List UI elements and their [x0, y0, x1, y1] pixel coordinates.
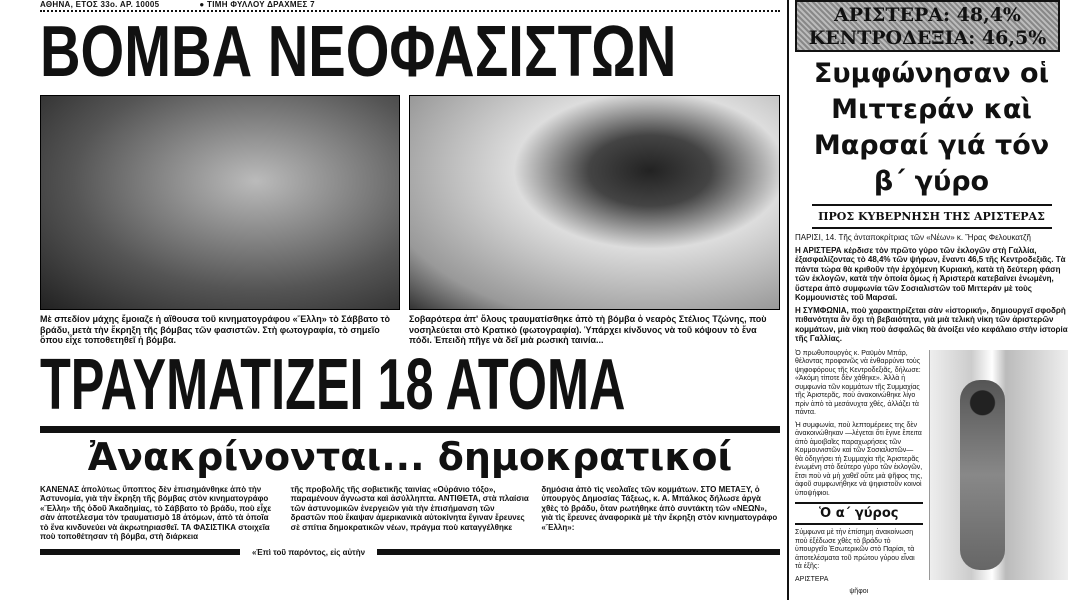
- result-center-right: ΚΕΝΤΡΟΔΕΞΙΑ: 46,5%: [808, 27, 1047, 49]
- right-headline: Συμφώνησαν οἱ Μιττεράν καὶ Μαρσαί γιά τόν β΄ γύρο: [813, 58, 1050, 197]
- article-columns: [40, 485, 780, 542]
- second-headline-wrap: [40, 346, 780, 424]
- bottom-row: [40, 548, 780, 557]
- lower-snippet: «Ἐπὶ τοῦ παρόντος, εἰς αὐτὴν: [252, 547, 366, 557]
- divider: [40, 549, 240, 555]
- dateline: ΠΑΡΙΣΙ, 14. Τῆς ἀνταποκρίτριας τῶν «Νέων» κ. Ἥρας Φελουκατζῆ: [795, 233, 1031, 242]
- article-column-1: ΚΑΝΕΝΑΣ ἀπολύτως ὕποπτος δὲν ἐπισημάνθηκε ἀπὸ τὴν Ἀστυνομία, γιὰ τὴν ἔκρηξη τῆς βόμβας στὸν κινηματογράφο «Ἔλλη» τῆς ὁδοῦ Ἀκαδημίας, τὸ Σάββατο τὸ βράδυ, ποὺ εἶχε σὰν ἀποτέλεσμα τὸν τραυματισμὸ 18 ἀτόμων, ἀπὸ τὰ ὁποῖα τὸ ἕνα κινδυνεύει νὰ ἀκρωτηριασθεῖ. ΤΑ ΦΑΣΙΣΤΙΚΑ στοιχεῖα ποὺ τοποθέτησαν τὴ βόμβα, στὴ διάρκεια: [40, 484, 272, 541]
- article-column-2: τῆς προβολῆς τῆς σοβιετικῆς ταινίας «Οὐράνιο τόξο», παραμένουν ἄγνωστα καὶ ἀσύλληπτα. ΑΝΤΙΘΕΤΑ, στὰ πλαίσια τῶν ἀστυνομικῶν ἐνεργειῶν γιὰ τὴν ἐπισήμανση τῶν δραστῶν ποὺ ἔκαψαν ἀμερικανικὰ αὐτοκίνητα ἔγιναν ἔρευνες σὲ σπίτια δημοκρατικῶν νέων, πράγμα ποὺ καταγγέλθηκε: [290, 484, 529, 532]
- photo-child: [929, 350, 1068, 580]
- photo-cinema-hall: [40, 95, 400, 310]
- article-column-3: δημόσια ἀπὸ τὶς νεολαῖες τῶν κομμάτων. ΣΤΟ ΜΕΤΑΞΥ, ὁ ὑπουργὸς Δημοσίας Τάξεως, κ. Α. Μπάλκος δήλωσε ἀργὰ χθὲς τὸ βράδυ, ὅταν ρωτήθηκε ἀπὸ συντάκτη τῶν «ΝΕΩΝ», γιὰ τὶς ἔρευνες ἀναφορικὰ μὲ τὴν ἔκρηξη στὸν κινηματογράφο «Ἔλλη»:: [541, 484, 778, 532]
- list-label: ΑΡΙΣΤΕΡΑ: [795, 575, 829, 583]
- narrow-column: [795, 350, 923, 597]
- election-results-box: [795, 0, 1060, 52]
- caption-left: Μὲ σπεδίον μάχης ἔμοιαζε ἡ αἴθουσα τοῦ κινηματογράφου «Ἔλλη» τὸ Σάββατο τὸ βράδυ, μετὰ τὴν ἔκρηξη τῆς βόμβας τῶν φασιστῶν. Στὴ φωτογραφία, τὸ σημεῖο ὅπου εἶχε τοποθετηθεῖ ἡ βόμβα.: [40, 314, 391, 345]
- paragraph-2: Η ΣΥΜΦΩΝΙΑ, ποὺ χαρακτηρίζεται σὰν «ἱστορική», δημιουργεῖ σφοδρὴ πιθανότητα ἂν ὄχι τὴ βεβαιότητα, γιὰ μιὰ τελικὴ νίκη τῶν ἀριστερῶν κομμάτων, μιὰ νίκη ποὺ ἀσφαλῶς θὰ ἀνοίξει νέο κεφάλαιο στὴν ἱστορία τῆς Γαλλίας.: [795, 305, 1068, 343]
- right-subhead: ΠΡΟΣ ΚΥΒΕΡΝΗΣΗ ΤΗΣ ΑΡΙΣΤΕΡΑΣ: [812, 204, 1052, 229]
- box-title: Ὁ α΄ γύρος: [795, 502, 923, 525]
- caption-right: Σοβαρότερα ἀπ' ὅλους τραυματίσθηκε ἀπὸ τὴ βόμβα ὁ νεαρὸς Στέλιος Τζώνης, ποὺ νοσηλεύεται στὸ Κρατικὸ (φωτογραφία). Ὑπάρχει κίνδυνος νὰ τοῦ κόψουν τὸ ἕνα πόδι. Ἐπειδὴ πῆγε νὰ δεῖ μιὰ ρωσικὴ ταινία...: [409, 314, 767, 345]
- paragraph-4: Ἡ συμφωνία, ποὺ λεπτομέρειες της δὲν ἀνακοινώθηκαν —λέγεται ὅτι ἔγινε ἔπειτα ἀπὸ ἀμοιβαῖες παραχωρήσεις τῶν Κομμουνιστῶν καὶ τῶν Σοσιαλιστῶν— θὰ ὁδηγήσει τὴ Συμμαχία τῆς Ἀριστερᾶς ἑνωμένη στὸ δεύτερο γύρο τῶν ἐκλογῶν, ἔτσι ποὺ νὰ μὴ χαθεῖ οὔτε μιὰ ψῆφος της, ἀφοῦ συμφωνήθηκε νὰ ψηφιστοῦν κοινοὶ ὑποψήφιοι.: [795, 421, 923, 497]
- photo-figure: [960, 380, 1005, 570]
- divider: [377, 549, 780, 555]
- price-info: ● ΤΙΜΗ ΦΥΛΛΟΥ ΔΡΑΧΜΕΣ 7: [199, 0, 315, 9]
- paragraph-1: Η ΑΡΙΣΤΕΡΑ κέρδισε τὸν πρῶτο γύρο τῶν ἐκλογῶν στὴ Γαλλία, ἐξασφαλίζοντας τὸ 48,4% τῶν ψήφων, ἔναντι 46,5 τῆς Κεντροδεξιᾶς. Τὰ πάντα τώρα θὰ κριθοῦν τὴν ἐρχόμενη Κυριακή, κατὰ τὴ δεύτερη φάση τῶν ἐκλογῶν, κατὰ τὴν ὁποία ὅμως ἡ Ἀριστερὰ κατεβαίνει ἑνωμένη, ὕστερα ἀπὸ συμφωνία τῶν Σοσιαλιστῶν τοῦ Μιττεράν μὲ τοὺς Κομμουνιστὲς τοῦ Μαρσαί.: [795, 245, 1066, 302]
- masthead: [40, 0, 787, 10]
- votes-label: ψῆφοι: [849, 588, 869, 595]
- result-left: ΑΡΙΣΤΕΡΑ: 48,4%: [834, 4, 1021, 26]
- main-headline: ΒΟΜΒΑ ΝΕΟΦΑΣΙΣΤΩΝ: [40, 12, 677, 92]
- subheadline: Ἀνακρίνονται... δημοκρατικοί: [40, 426, 780, 481]
- photo-row: [40, 95, 780, 310]
- paragraph-5: Σύμφωνα μὲ τὴν ἐπίσημη ἀνακοίνωση ποὺ ἐξέδωσε χθὲς τὸ βράδυ τὸ ὑπουργεῖο Ἐσωτερικῶν στὸ Παρίσι, τὰ ἀποτελέσματα τοῦ πρώτου γύρου εἶναι τὰ ἑξῆς:: [795, 529, 915, 570]
- issue-info: ΑΘΗΝΑ, ΕΤΟΣ 33ο. ΑΡ. 10005: [40, 0, 160, 9]
- paragraph-3: Ὁ πρωθυπουργὸς κ. Ραϋμὸν Μπάρ, θέλοντας προφανῶς νὰ ἐνθαρρύνει τοὺς ψηφοφόρους τῆς Κεντροδεξιᾶς, δήλωσε: «Ἀκόμη τίποτε δὲν χάθηκε». Ἀλλὰ ἡ συμφωνία τῶν κομμάτων τῆς Συμμαχίας τῆς Ἀριστερᾶς, ποὺ ἀνακοινώθηκε λίγο πρὶν ἀπὸ τὰ μεσάνυχτα χθές, ἀλλάζει τὰ πάντα.: [795, 349, 921, 416]
- second-headline: ΤΡΑΥΜΑΤΙΖΕΙ 18 ΑΤΟΜΑ: [40, 344, 626, 425]
- main-headline-wrap: [40, 13, 780, 91]
- right-section: [789, 0, 1074, 597]
- lower-right-row: [795, 350, 1068, 597]
- caption-row: [40, 314, 780, 346]
- photo-injured-man: [409, 95, 780, 310]
